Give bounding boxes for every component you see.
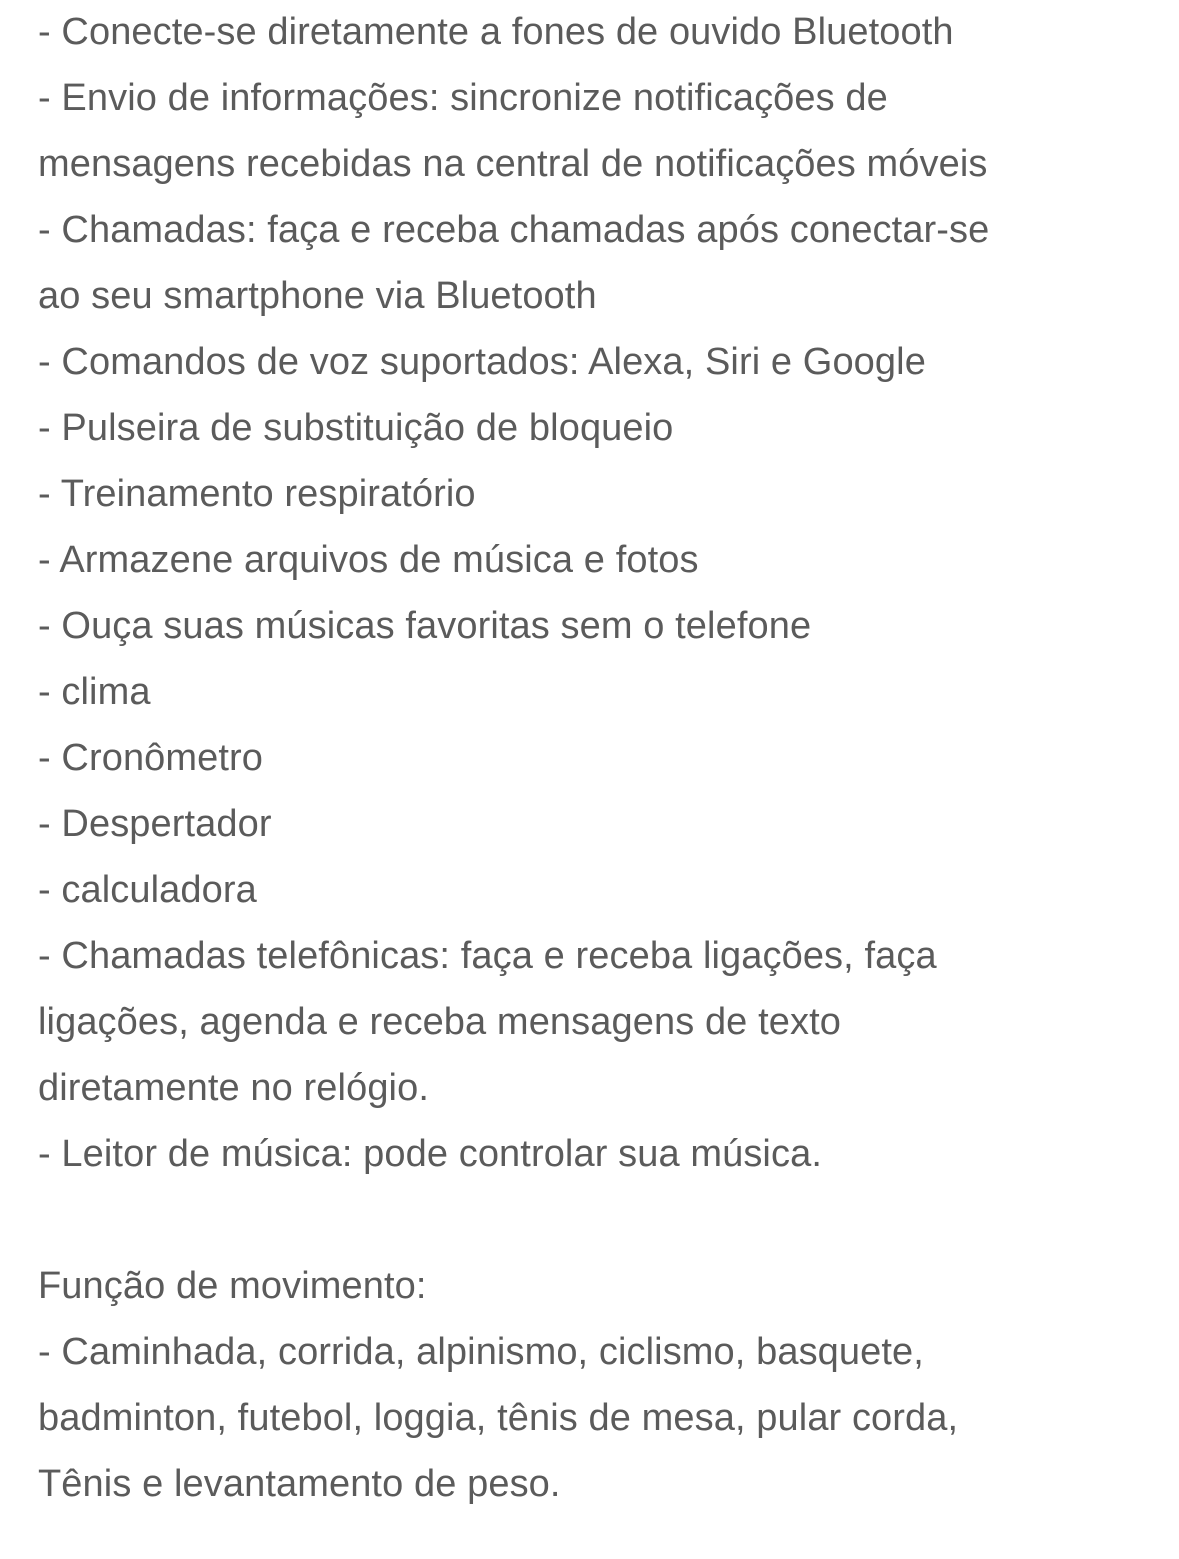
feature-line: - Conecte-se diretamente a fones de ouvido Bluetooth — [38, 11, 954, 53]
movement-line: Tênis e levantamento de peso. — [38, 1463, 561, 1505]
movement-heading: Função de movimento: — [38, 1265, 427, 1307]
feature-line: ligações, agenda e receba mensagens de texto — [38, 1001, 841, 1043]
feature-line: - calculadora — [38, 869, 257, 911]
feature-line: - Despertador — [38, 803, 272, 845]
feature-line: - Envio de informações: sincronize notificações de — [38, 77, 888, 119]
feature-line: mensagens recebidas na central de notificações móveis — [38, 143, 988, 185]
feature-line: - Cronômetro — [38, 737, 264, 779]
feature-line: diretamente no relógio. — [38, 1067, 429, 1109]
feature-line: - Ouça suas músicas favoritas sem o telefone — [38, 605, 812, 647]
product-features-text — [38, 0, 1168, 1517]
feature-line: ao seu smartphone via Bluetooth — [38, 275, 597, 317]
movement-line: - Caminhada, corrida, alpinismo, ciclismo, basquete, — [38, 1331, 924, 1373]
movement-line: badminton, futebol, loggia, tênis de mesa, pular corda, — [38, 1397, 959, 1439]
feature-line: - Armazene arquivos de música e fotos — [38, 539, 699, 581]
feature-line: - Pulseira de substituição de bloqueio — [38, 407, 674, 449]
feature-line: - Chamadas: faça e receba chamadas após conectar-se — [38, 209, 990, 251]
feature-line: - clima — [38, 671, 151, 713]
feature-line: - Chamadas telefônicas: faça e receba ligações, faça — [38, 935, 937, 977]
feature-line: - Treinamento respiratório — [38, 473, 476, 515]
blank-line — [38, 1187, 1168, 1253]
feature-line: - Leitor de música: pode controlar sua música. — [38, 1133, 822, 1175]
feature-line: - Comandos de voz suportados: Alexa, Siri e Google — [38, 341, 926, 383]
